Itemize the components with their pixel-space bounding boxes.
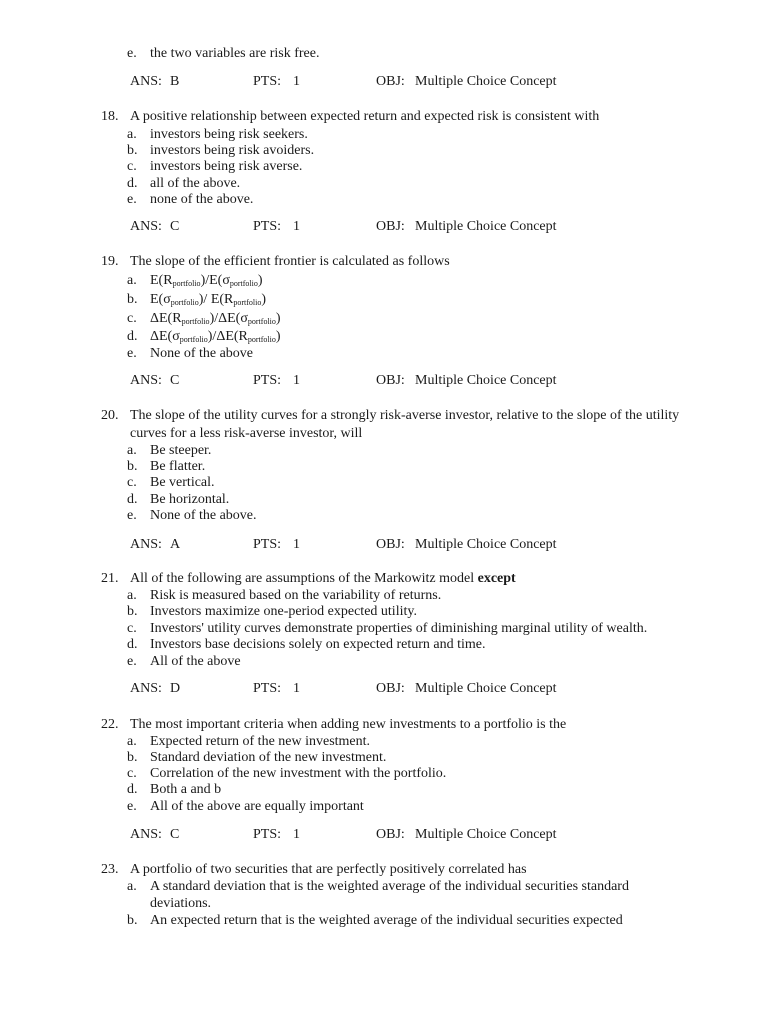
ans-label: ANS:: [130, 681, 162, 696]
question-stem: A positive relationship between expected return and expected risk is consistent with: [130, 109, 600, 124]
ans-value: C: [170, 373, 180, 388]
option-text: A standard deviation that is the weighted average of the individual securities standard: [150, 879, 629, 894]
pts-value: 1: [293, 537, 300, 552]
question-stem: The slope of the utility curves for a strongly risk-averse investor, relative to the slope of the utility: [130, 408, 680, 423]
option-text: all of the above.: [150, 176, 241, 191]
option-text: Be steeper.: [150, 443, 212, 458]
question-stem-continuation: curves for a less risk-averse investor, will: [130, 426, 363, 441]
pts-label: PTS:: [253, 373, 282, 388]
option-text: None of the above: [150, 346, 254, 361]
obj-value: Multiple Choice Concept: [415, 74, 557, 89]
option-text: Risk is measured based on the variability of returns.: [150, 588, 442, 603]
option-text: Standard deviation of the new investment.: [150, 750, 387, 765]
obj-label: OBJ:: [376, 827, 405, 842]
pts-value: 1: [293, 219, 300, 234]
obj-value: Multiple Choice Concept: [415, 827, 557, 842]
question-number: 21.: [101, 571, 119, 586]
obj-label: OBJ:: [376, 537, 405, 552]
option-letter: a.: [127, 443, 137, 458]
question-stem: The most important criteria when adding new investments to a portfolio is the: [130, 717, 567, 732]
ans-value: A: [170, 537, 181, 552]
option-letter: d.: [127, 176, 138, 191]
pts-label: PTS:: [253, 219, 282, 234]
option-letter: c.: [127, 766, 137, 781]
option-letter: c.: [127, 475, 137, 490]
option-letter: b.: [127, 292, 138, 307]
option-letter: e.: [127, 654, 137, 669]
option-letter: b.: [127, 913, 138, 928]
ans-label: ANS:: [130, 219, 162, 234]
option-text: Expected return of the new investment.: [150, 734, 371, 749]
option-letter: a.: [127, 273, 137, 288]
option-text: All of the above are equally important: [150, 799, 364, 814]
option-text: none of the above.: [150, 192, 254, 207]
ans-label: ANS:: [130, 373, 162, 388]
option-text: None of the above.: [150, 508, 257, 523]
option-letter: e.: [127, 799, 137, 814]
question-number: 22.: [101, 717, 119, 732]
option-text: Be vertical.: [150, 475, 215, 490]
formula-text: $\Delta E(\sigma_{portfolio})/\Delta E(R_{portfolio})$: [150, 329, 281, 344]
option-text: All of the above: [150, 654, 241, 669]
question-stem: The slope of the efficient frontier is calculated as follows: [130, 254, 450, 269]
option-text: investors being risk seekers.: [150, 127, 308, 142]
pts-label: PTS:: [253, 827, 282, 842]
emphasis-text: except: [477, 571, 516, 586]
ans-label: ANS:: [130, 537, 162, 552]
option-letter: c.: [127, 621, 137, 636]
obj-label: OBJ:: [376, 681, 405, 696]
option-letter: e.: [127, 192, 137, 207]
option-letter: a.: [127, 879, 137, 894]
option-text: investors being risk avoiders.: [150, 143, 315, 158]
option-text: Be horizontal.: [150, 492, 230, 507]
question-number: 19.: [101, 254, 119, 269]
option-letter: d.: [127, 782, 138, 797]
question-number: 23.: [101, 862, 119, 877]
option-text: Investors' utility curves demonstrate properties of diminishing marginal utility of wealth.: [150, 621, 648, 636]
option-text: investors being risk averse.: [150, 159, 303, 174]
obj-value: Multiple Choice Concept: [415, 373, 557, 388]
option-text: the two variables are risk free.: [150, 46, 320, 61]
option-letter: c.: [127, 159, 137, 174]
pts-label: PTS:: [253, 74, 282, 89]
pts-value: 1: [293, 74, 300, 89]
obj-label: OBJ:: [376, 219, 405, 234]
question-stem: A portfolio of two securities that are perfectly positively correlated has: [130, 862, 527, 877]
obj-value: Multiple Choice Concept: [415, 537, 557, 552]
option-letter: b.: [127, 459, 138, 474]
option-letter: d.: [127, 637, 138, 652]
question-stem: All of the following are assumptions of the Markowitz model except: [130, 571, 516, 586]
option-letter: e.: [127, 508, 137, 523]
option-text: Correlation of the new investment with the portfolio.: [150, 766, 447, 781]
ans-value: D: [170, 681, 181, 696]
pts-label: PTS:: [253, 537, 282, 552]
option-letter: c.: [127, 311, 137, 326]
option-letter: e.: [127, 346, 137, 361]
obj-value: Multiple Choice Concept: [415, 219, 557, 234]
ans-label: ANS:: [130, 827, 162, 842]
option-text: Investors base decisions solely on expected return and time.: [150, 637, 486, 652]
ans-value: B: [170, 74, 180, 89]
formula-text: $E(R_{portfolio})/E(\sigma_{portfolio})$: [150, 273, 263, 288]
option-text: Investors maximize one-period expected utility.: [150, 604, 417, 619]
option-text-continuation: deviations.: [150, 896, 212, 911]
ans-value: C: [170, 827, 180, 842]
option-letter: a.: [127, 734, 137, 749]
option-letter: d.: [127, 329, 138, 344]
option-letter: a.: [127, 127, 137, 142]
option-letter: e.: [127, 46, 137, 61]
option-text: An expected return that is the weighted average of the individual securities expected: [150, 913, 623, 928]
option-text: Both a and b: [150, 782, 222, 797]
obj-label: OBJ:: [376, 373, 405, 388]
option-letter: d.: [127, 492, 138, 507]
option-letter: b.: [127, 750, 138, 765]
option-letter: b.: [127, 604, 138, 619]
pts-value: 1: [293, 827, 300, 842]
pts-value: 1: [293, 681, 300, 696]
question-number: 20.: [101, 408, 119, 423]
question-number: 18.: [101, 109, 119, 124]
ans-label: ANS:: [130, 74, 162, 89]
formula-text: $\Delta E(R_{portfolio})/\Delta E(\sigma_{portfolio})$: [150, 311, 281, 326]
formula-text: $E(\sigma_{portfolio})/$ $E(R_{portfolio})$: [150, 292, 267, 307]
option-letter: a.: [127, 588, 137, 603]
pts-label: PTS:: [253, 681, 282, 696]
pts-value: 1: [293, 373, 300, 388]
option-letter: b.: [127, 143, 138, 158]
option-text: Be flatter.: [150, 459, 206, 474]
ans-value: C: [170, 219, 180, 234]
obj-label: OBJ:: [376, 74, 405, 89]
obj-value: Multiple Choice Concept: [415, 681, 557, 696]
